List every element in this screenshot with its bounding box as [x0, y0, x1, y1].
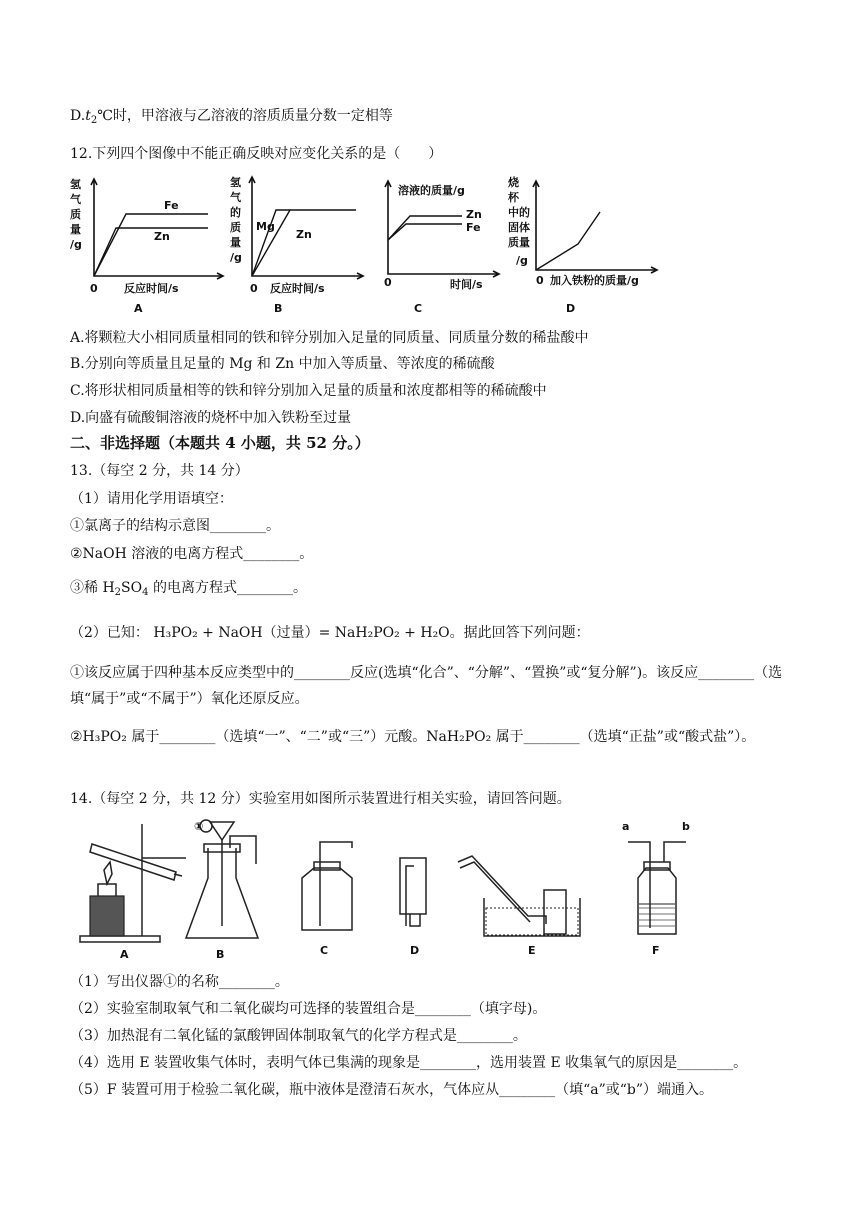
- graph-b-xlabel: 反应时间/s: [270, 282, 325, 295]
- q11-option-d-text: ℃时，甲溶液与乙溶液的溶质质量分数一定相等: [97, 108, 393, 124]
- q12-option-c: C.将形状相同质量相等的铁和锌分别加入足量的质量和浓度都相等的稀硫酸中: [70, 383, 547, 399]
- graph-a-ylabel-4: 量: [70, 223, 81, 236]
- q11-option-d: [70, 106, 393, 131]
- q13-item3-prefix: ③稀: [70, 580, 103, 596]
- apparatus-e: [458, 856, 580, 957]
- q11-option-d-prefix: D.: [70, 108, 86, 124]
- graph-d-ylabel-4: 固体: [508, 221, 530, 234]
- graph-c-fe-curve: [388, 224, 462, 240]
- graph-b-ylabel-4: 质: [230, 221, 241, 234]
- q13-item2: ②NaOH 溶液的电离方程式________。: [70, 546, 314, 562]
- marker-1: ①: [194, 820, 204, 833]
- q14-question-1: （1）写出仪器①的名称________。: [70, 974, 289, 990]
- graph-d: [507, 175, 657, 315]
- graph-c-ylabel: 溶液的质量/g: [398, 184, 465, 197]
- q13-part1-intro: （1）请用化学用语填空：: [70, 491, 233, 507]
- graph-d-letter: D: [566, 302, 576, 315]
- q14-apparatus-figure: [76, 818, 696, 960]
- q13-part2-q1: ①该反应属于四种基本反应类型中的________反应(选填“化合”、“分解”、“置换”或“复分解”)。该反应________（选填“属于”或“不属于”）氧化还原反应。: [70, 665, 783, 707]
- apparatus-c-label: C: [320, 944, 329, 957]
- graph-d-axes: [536, 182, 656, 270]
- graph-d-ylabel-2: 杯: [508, 191, 519, 204]
- apparatus-b: [186, 820, 258, 960]
- apparatus-e-label: E: [528, 944, 536, 957]
- q14-question-2: （2）实验室制取氧气和二氧化碳均可选择的装置组合是________（填字母)。: [70, 1001, 547, 1017]
- section-heading: 二、非选择题（本题共 4 小题，共 52 分。）: [70, 434, 370, 452]
- graph-a-zn-label: Zn: [154, 230, 170, 243]
- q14-header: 14.（每空 2 分，共 12 分）实验室用如图所示装置进行相关实验，请回答问题。: [70, 791, 571, 807]
- graph-b-letter: B: [274, 302, 283, 315]
- graph-d-origin: 0: [536, 274, 544, 287]
- graph-a: [70, 177, 223, 315]
- t-subscript: 2: [90, 115, 98, 126]
- apparatus-a: [80, 824, 186, 960]
- apparatus-d-label: D: [410, 944, 420, 957]
- q13-part2-q2: ②H₃PO₂ 属于________（选填“一”、“二”或“三”）元酸。NaH₂PO₂ 属于________（选填“正盐”或“酸式盐”）。: [70, 729, 756, 745]
- graph-c-xlabel: 时间/s: [450, 278, 483, 291]
- q13-item3: [70, 578, 307, 603]
- graph-c: [384, 181, 499, 315]
- graph-a-letter: A: [134, 302, 143, 315]
- graph-c-letter: C: [414, 302, 423, 315]
- q14-question-5: （5）F 装置可用于检验二氧化碳，瓶中液体是澄清石灰水，气体应从________（填“a”或“b”）端通入。: [70, 1082, 714, 1098]
- graph-d-ylabel-5: 质量: [508, 236, 530, 249]
- graph-d-ylabel-1: 烧: [508, 176, 519, 189]
- graph-b-ylabel-1: 氢: [230, 176, 241, 189]
- graph-a-origin: 0: [90, 282, 98, 295]
- formula-h: H: [102, 580, 115, 596]
- q13-item1: ①氯离子的结构示意图________。: [70, 518, 280, 534]
- graph-d-xlabel: 加入铁粉的质量/g: [550, 274, 639, 287]
- q12-option-d: D.向盛有硫酸铜溶液的烧杯中加入铁粉至过量: [70, 410, 352, 426]
- port-a-label: a: [622, 820, 630, 833]
- graph-a-xlabel: 反应时间/s: [124, 282, 179, 295]
- graph-b-origin: 0: [250, 282, 258, 295]
- graph-c-origin: 0: [384, 276, 392, 289]
- apparatus-f-label: F: [652, 944, 660, 957]
- graph-b-ylabel-2: 气: [230, 191, 241, 204]
- graph-b-ylabel-6: /g: [230, 251, 242, 264]
- graph-a-ylabel-3: 质: [70, 208, 81, 221]
- graph-a-fe-curve: [94, 214, 208, 276]
- q12-graphs-figure: [70, 172, 660, 320]
- graph-a-fe-label: Fe: [164, 199, 179, 212]
- graph-d-curve: [536, 212, 600, 270]
- port-b-label: b: [682, 820, 690, 833]
- apparatus-f: [622, 820, 690, 957]
- graph-a-zn-curve: [94, 228, 208, 276]
- graph-b-mg-label: Mg: [256, 220, 275, 233]
- graph-b-zn-label: Zn: [296, 228, 312, 241]
- graph-c-zn-curve: [388, 216, 462, 240]
- q13-equation: H₃PO₂ + NaOH（过量）= NaH₂PO₂ + H₂O: [153, 625, 450, 641]
- q14-question-3: （3）加热混有二氧化锰的氯酸钾固体制取氧气的化学方程式是________。: [70, 1028, 527, 1044]
- q14-question-4: （4）选用 E 装置收集气体时，表明气体已集满的现象是________，选用装置 E 收集氧气的原因是________。: [70, 1055, 748, 1071]
- formula-sub-2: 2: [114, 587, 122, 598]
- graph-a-ylabel-2: 气: [70, 193, 81, 206]
- q13-header: 13.（每空 2 分，共 14 分）: [70, 463, 249, 479]
- q12-option-a: A.将颗粒大小相同质量相同的铁和锌分别加入足量的同质量、同质量分数的稀盐酸中: [70, 330, 589, 346]
- formula-so: SO: [121, 580, 143, 596]
- graph-b-ylabel-5: 量: [230, 236, 241, 249]
- graph-b-ylabel-3: 的: [230, 206, 241, 219]
- apparatus-c: [302, 842, 352, 957]
- apparatus-a-label: A: [120, 948, 129, 960]
- apparatus-b-label: B: [216, 948, 225, 960]
- q13-part2-line: [70, 623, 590, 643]
- apparatus-d: [400, 858, 426, 957]
- q13-part2-prefix: （2）已知：: [70, 625, 149, 641]
- t-variable: t: [85, 108, 91, 124]
- graph-c-zn-label: Zn: [466, 208, 482, 221]
- graph-c-fe-label: Fe: [466, 221, 481, 234]
- graph-b: [230, 175, 363, 315]
- q12-stem: 12.下列四个图像中不能正确反映对应变化关系的是（ ）: [70, 146, 443, 162]
- q12-option-b: B.分别向等质量且足量的 Mg 和 Zn 中加入等质量、等浓度的稀硫酸: [70, 356, 495, 372]
- formula-sub-4: 4: [142, 587, 149, 598]
- q13-item3-suffix: 的电离方程式________。: [148, 580, 307, 596]
- q13-part2-suffix: 。据此回答下列问题：: [449, 625, 590, 641]
- graph-d-ylabel-6: /g: [516, 254, 528, 267]
- graph-a-ylabel-1: 氢: [70, 178, 81, 191]
- graph-a-ylabel-5: /g: [70, 238, 82, 251]
- graph-d-ylabel-3: 中的: [508, 206, 530, 219]
